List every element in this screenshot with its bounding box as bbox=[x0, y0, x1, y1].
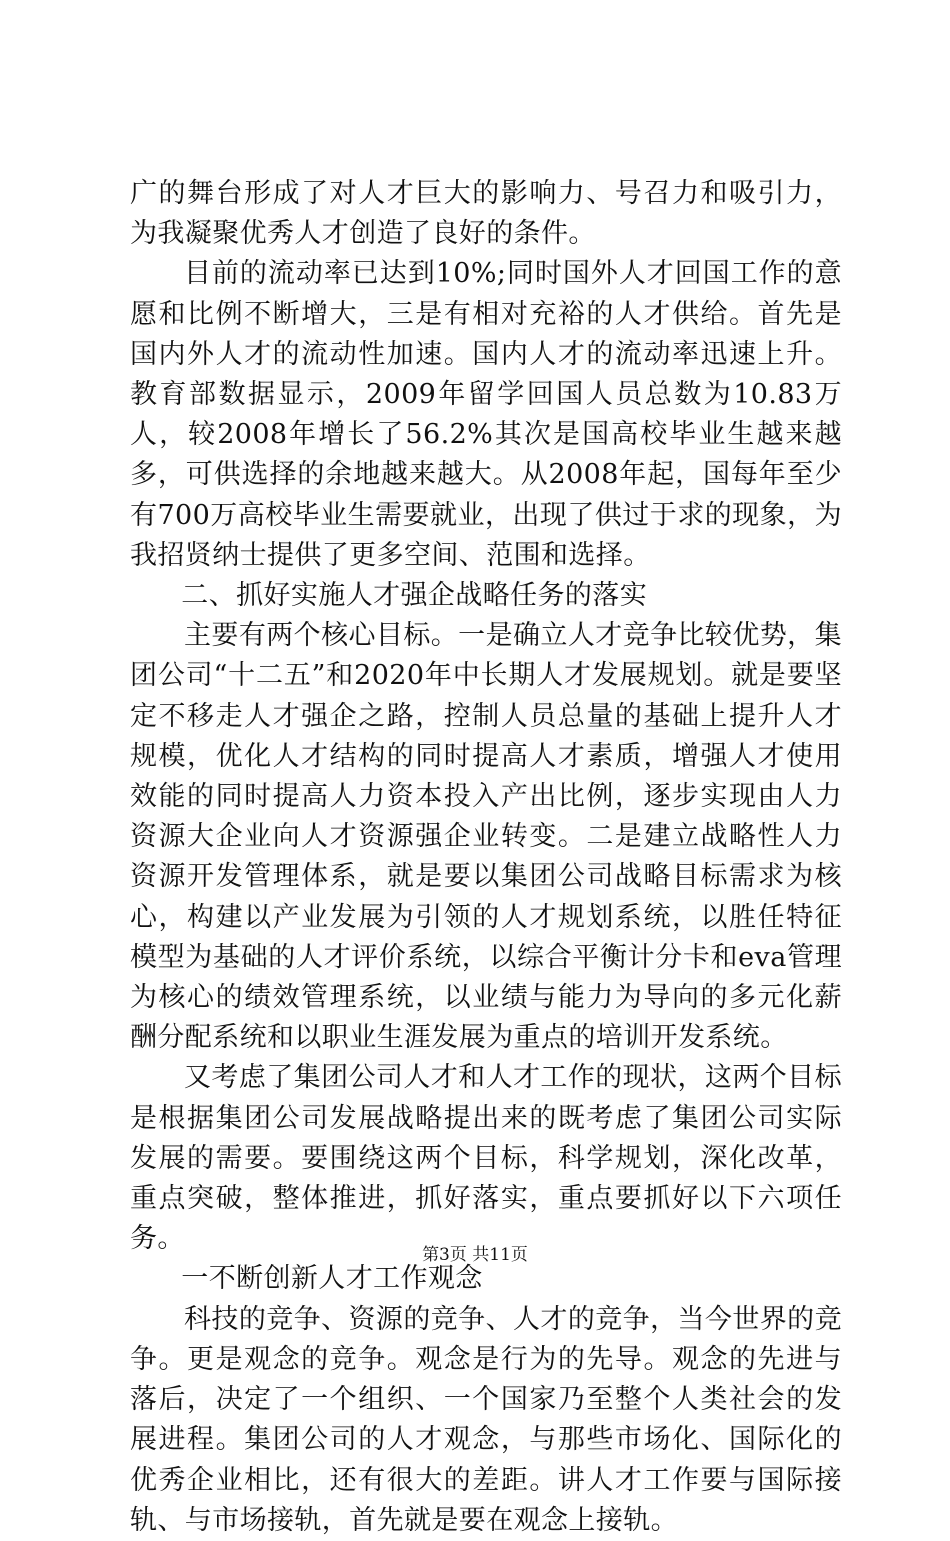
paragraph-core-goals: 主要有两个核心目标。一是确立人才竞争比较优势，集团公司“十二五”和2020年中长期人才发展规划。就是要坚定不移走人才强企之路，控制人员总量的基础上提升人才规模，优化人才结构的同时提高人才素质，增强人才使用效能的同时提高人力资本投入产出比例，逐步实现由人力资源大企业向人才资源强企业转变。二是建立战略性人力资源开发管理体系，就是要以集团公司战略目标需求为核心，构建以产业发展为引领的人才规划系统，以胜任特征模型为基础的人才评价系统，以综合平衡计分卡和eva管理为核心的绩效管理系统，以业绩与能力为导向的多元化薪酬分配系统和以职业生涯发展为重点的培训开发系统。 bbox=[130, 620, 842, 1054]
section-heading-two: 二、抓好实施人才强企战略任务的落实 bbox=[181, 580, 648, 612]
paragraph-continuation: 广的舞台形成了对人才巨大的影响力、号召力和吸引力，为我凝聚优秀人才创造了良好的条件。 bbox=[130, 178, 842, 250]
subsection-heading-one: 一不断创新人才工作观念 bbox=[181, 1263, 483, 1295]
page-footer: 第3页 共11页 bbox=[422, 1245, 528, 1265]
paragraph-talent-flow: 目前的流动率已达到10%;同时国外人才回国工作的意愿和比例不断增大，三是有相对充裕的人才供给。首先是国内外人才的流动性加速。国内人才的流动率迅速上升。教育部数据显示，2009年留学回国人员总数为10.83万人，较2008年增长了56.2%其次是国高校毕业生越来越多，可供选择的余地越来越大。从2008年起，国每年至少有700万高校毕业生需要就业，出现了供过于求的现象，为我招贤纳士提供了更多空间、范围和选择。 bbox=[130, 258, 842, 571]
paragraph-goal-rationale: 又考虑了集团公司人才和人才工作的现状，这两个目标是根据集团公司发展战略提出来的既考虑了集团公司实际发展的需要。要围绕这两个目标，科学规划，深化改革，重点突破，整体推进，抓好落实，重点要抓好以下六项任务。 bbox=[130, 1062, 842, 1255]
paragraph-concept-competition: 科技的竞争、资源的竞争、人才的竞争，当今世界的竞争。更是观念的竞争。观念是行为的先导。观念的先进与落后，决定了一个组织、一个国家乃至整个人类社会的发展进程。集团公司的人才观念，与那些市场化、国际化的优秀企业相比，还有很大的差距。讲人才工作要与国际接轨、与市场接轨，首先就是要在观念上接轨。 bbox=[130, 1303, 842, 1536]
document-body bbox=[130, 174, 842, 1541]
